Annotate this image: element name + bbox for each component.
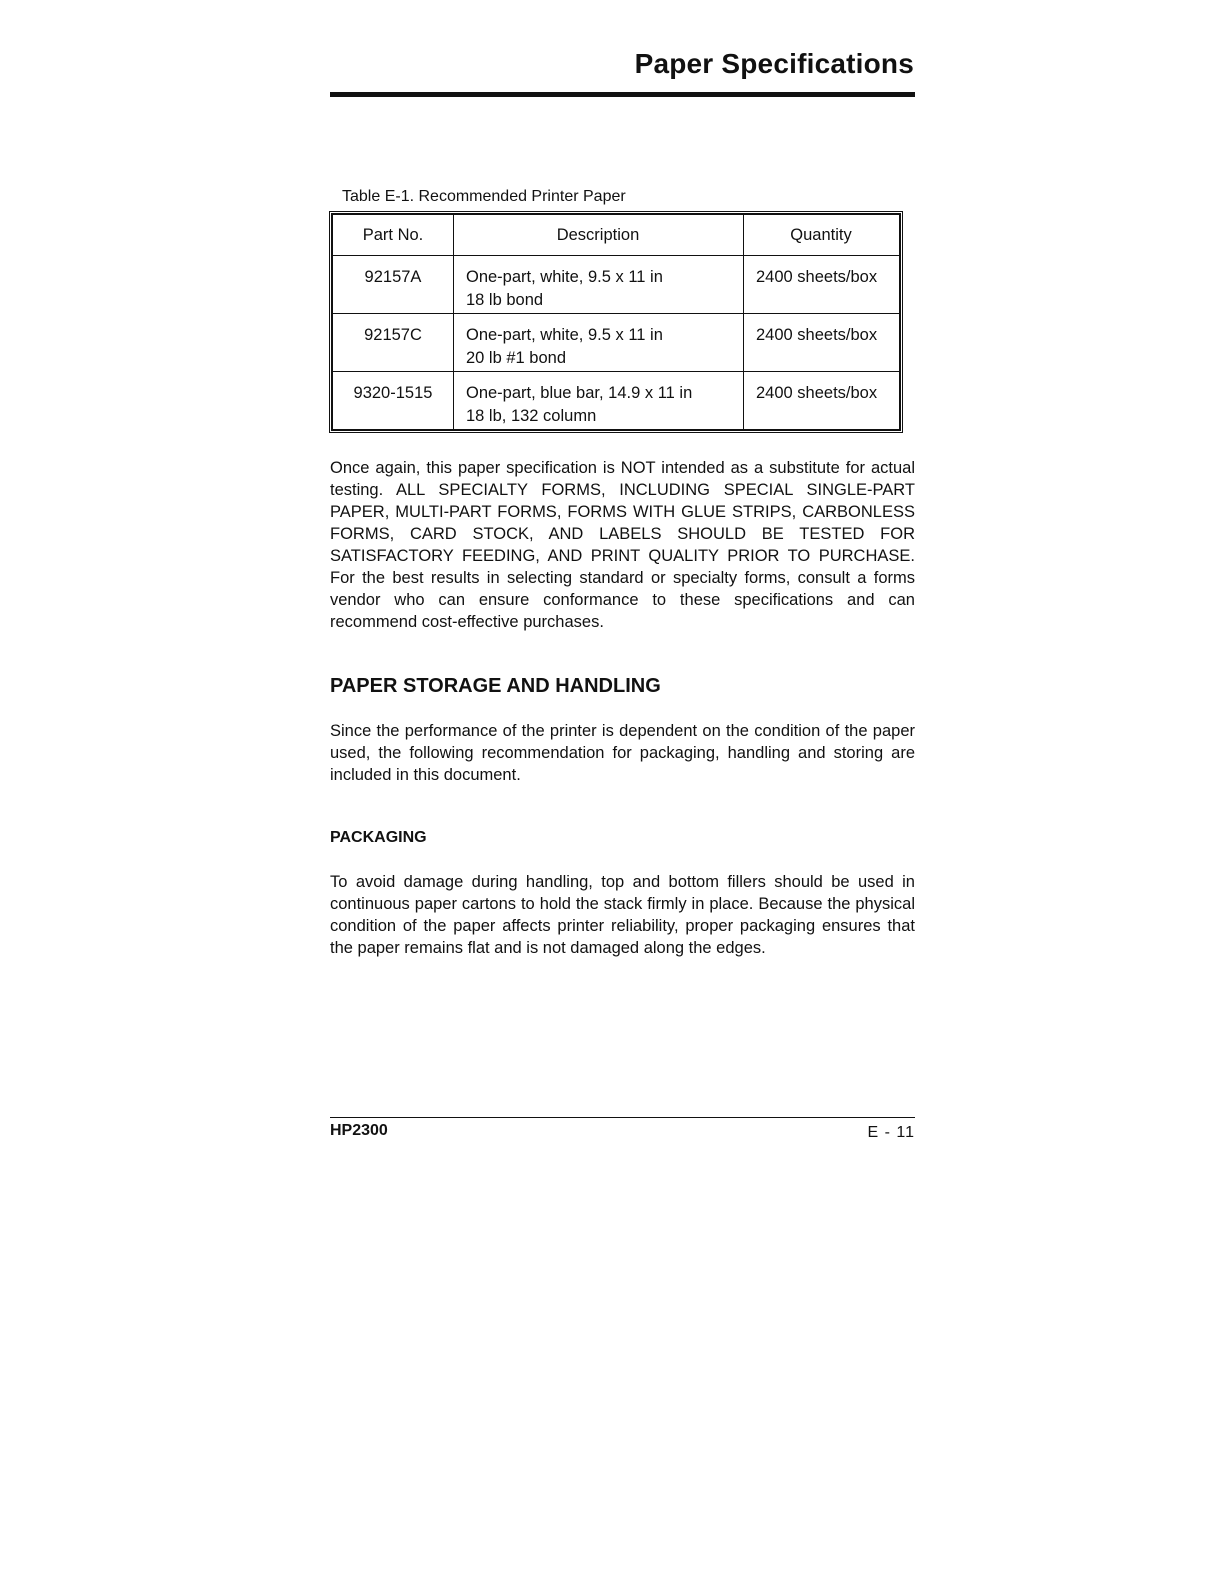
section-heading: PAPER STORAGE AND HANDLING (330, 675, 661, 697)
cell-quantity: 2400 sheets/box (744, 314, 900, 372)
table-row (333, 256, 900, 314)
packaging-paragraph: To avoid damage during handling, top and bottom fillers should be used in continuous paper cartons to hold the stack firmly in place. Because the physical condition of the paper affects printer reliability, proper packaging ensures that the paper remains flat and is not damaged along the edges. (330, 873, 915, 957)
description-line: One-part, white, 9.5 x 11 in (466, 268, 663, 286)
table-header-row (333, 215, 900, 256)
sub-heading: PACKAGING (330, 829, 427, 846)
header-quantity: Quantity (744, 215, 900, 256)
cell-part-no: 92157C (333, 314, 454, 372)
description-line: One-part, white, 9.5 x 11 in (466, 326, 663, 344)
description-line: 20 lb #1 bond (466, 349, 567, 367)
storage-paragraph: Since the performance of the printer is dependent on the condition of the paper used, the following recommendation for packaging, handling and storing are included in this document. (330, 722, 915, 784)
table-row (333, 372, 900, 430)
cell-part-no: 9320-1515 (333, 372, 454, 430)
testing-paragraph: Once again, this paper specification is NOT intended as a substitute for actual testing. ALL SPECIALTY FORMS, INCLUDING SPECIAL SINGLE-PART PAPER, MULTI-PART FORMS, FORMS WITH GLUE STRIPS, CARBONLESS FORMS, CARD STOCK, AND LABELS SHOULD BE TESTED FOR SATISFACTORY FEEDING, AND PRINT QUALITY PRIOR TO PURCHASE. For the best results in selecting standard or specialty forms, consult a forms vendor who can ensure conformance to these specifications and can recommend cost-effective purchases. (330, 459, 915, 631)
cell-quantity: 2400 sheets/box (744, 256, 900, 314)
table-caption: Table E-1. Recommended Printer Paper (342, 188, 626, 205)
header-rule (330, 92, 915, 97)
header-part-no: Part No. (333, 215, 454, 256)
page-title: Paper Specifications (634, 48, 914, 79)
table-row (333, 314, 900, 372)
cell-description (454, 314, 744, 372)
header-description: Description (454, 215, 744, 256)
description-line: 18 lb, 132 column (466, 407, 597, 425)
footer-model: HP2300 (330, 1122, 388, 1139)
cell-description (454, 256, 744, 314)
cell-part-no: 92157A (333, 256, 454, 314)
page-number: E - 11 (867, 1124, 915, 1141)
description-line: One-part, blue bar, 14.9 x 11 in (466, 384, 693, 402)
description-line: 18 lb bond (466, 291, 544, 309)
cell-quantity: 2400 sheets/box (744, 372, 900, 430)
cell-description (454, 372, 744, 430)
paper-table (329, 211, 903, 433)
footer-rule (330, 1117, 915, 1118)
